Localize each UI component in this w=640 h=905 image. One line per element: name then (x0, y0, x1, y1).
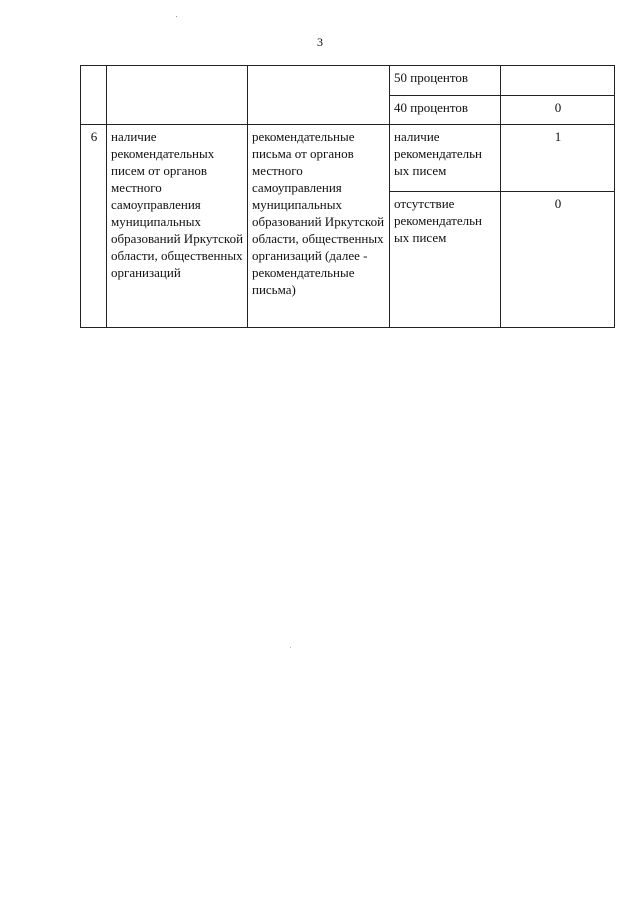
criterion-cell-continued (107, 66, 248, 125)
score-cell: 1 (501, 125, 615, 192)
page-number: 3 (317, 35, 323, 49)
scan-speck (290, 647, 291, 648)
document-cell-continued (248, 66, 390, 125)
document-cell: рекомендательные письма от органов местного самоуправления муниципальных образований Иркутской области, общественных организаций (далее - рекомендательные письма) (248, 125, 390, 328)
indicator-cell: 40 процентов (390, 96, 501, 125)
scan-speck (176, 16, 177, 17)
indicator-cell: наличие рекомендательн ых писем (390, 125, 501, 192)
number-cell-continued (81, 66, 107, 125)
table-row (81, 66, 615, 96)
score-cell: 0 (501, 96, 615, 125)
row-number-cell: 6 (81, 125, 107, 328)
score-cell (501, 66, 615, 96)
criterion-cell: наличие рекомендательных писем от органов местного самоуправления муниципальных образований Иркутской области, общественных организаций (107, 125, 248, 328)
table-row (81, 125, 615, 192)
indicator-cell: 50 процентов (390, 66, 501, 96)
score-cell: 0 (501, 192, 615, 328)
indicator-cell: отсутствие рекомендательн ых писем (390, 192, 501, 328)
criteria-table (80, 65, 615, 328)
